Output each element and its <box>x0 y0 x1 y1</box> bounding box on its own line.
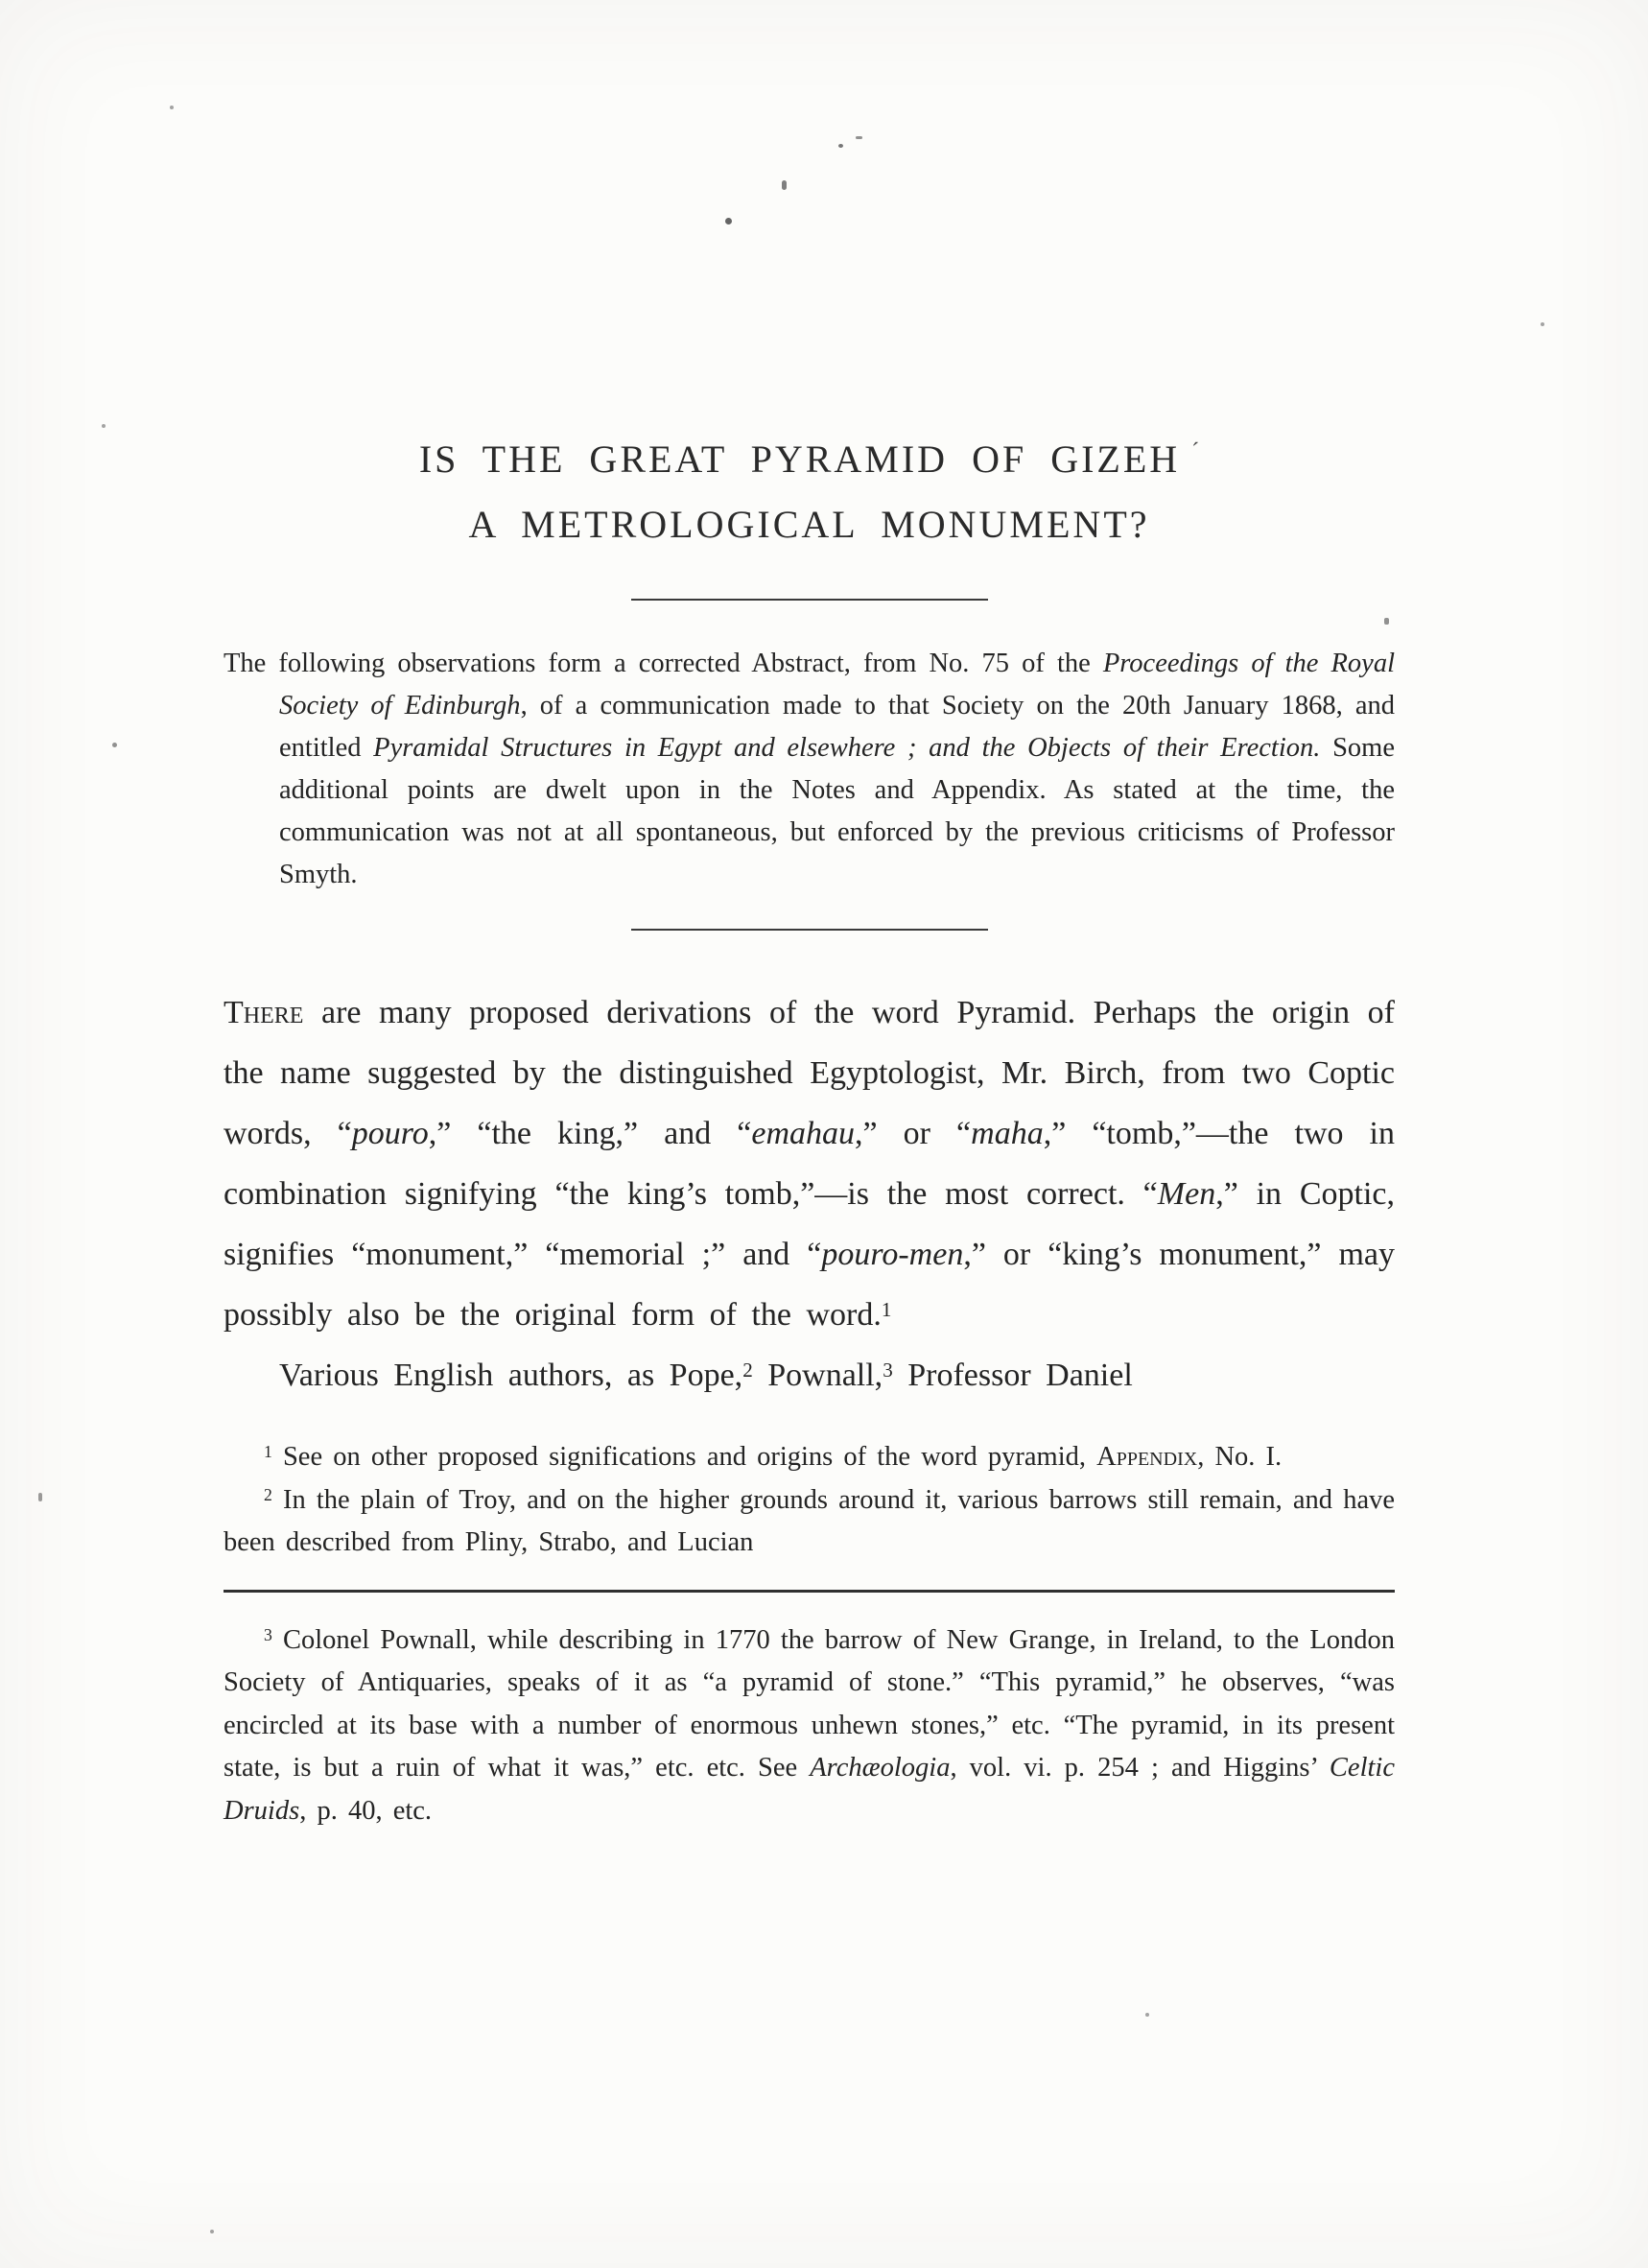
scan-speck <box>1541 322 1544 326</box>
scan-speck <box>210 2230 214 2233</box>
title-text-1: IS THE GREAT PYRAMID OF GIZEH <box>418 437 1181 481</box>
page-content <box>224 0 1395 1832</box>
footnote-2: $^2$ In the plain of Troy, and on the higher grounds around it, various barrows still remain, and have been described from Pliny, Strabo, and Lucian <box>224 1484 1395 1557</box>
footnote-separator-rule <box>224 1590 1395 1593</box>
body-paragraph-1: There are many proposed derivations of the word Pyramid. Perhaps the origin of the name suggested by the distinguished Egyptologist, Mr. Birch, from two Coptic words, “pouro,” “the king,” and “emahau,” or “maha,” “tomb,”—the two in combination signifying “the king’s tomb,”—is the most correct. “Men,” in Coptic, signifies “monument,” “memorial ;” and “pouro-men,” or “king’s monument,” may possibly also be the original form of the word.$^1$ <box>224 995 1395 1333</box>
title-line-1 <box>224 430 1395 495</box>
footnote-1: $^1$ See on other proposed significations and origins of the word pyramid, Appendix, No. I. <box>264 1442 1283 1472</box>
main-text <box>224 982 1395 1406</box>
scan-speck <box>1145 2013 1149 2017</box>
abstract-paragraph: The following observations form a corrected Abstract, from No. 75 of the Proceedings of the Royal Society of Edinburgh, of a communication made to that Society on the 20th January 1868, and entitled Pyramidal Structures in Egypt and elsewhere ; and the Objects of their Erection. Some additional points are dwelt upon in the Notes and Appendix. As stated at the time, the communication was not at all spontaneous, but enforced by the previous criticisms of Professor Smyth. <box>224 649 1395 889</box>
divider-bottom-rule <box>631 929 988 931</box>
title-line-2: A METROLOGICAL MONUMENT? <box>468 503 1150 546</box>
footnote-3: $^3$ Colonel Pownall, while describing in 1770 the barrow of New Grange, in Ireland, to the London Society of Antiquaries, speaks of it as “a pyramid of stone.” “This pyramid,” he observes, “was encircled at its base with a number of enormous unhewn stones,” etc. “The pyramid, in its present state, is but a ruin of what it was,” etc. etc. See Archæologia, vol. vi. p. 254 ; and Higgins’ Celtic Druids, p. 40, etc. <box>224 1624 1395 1826</box>
footnotes-section <box>224 1436 1395 1832</box>
scan-speck <box>112 743 117 747</box>
body-paragraph-2: Various English authors, as Pope,$^2$ Pownall,$^3$ Professor Daniel <box>279 1358 1133 1393</box>
divider-top-rule <box>631 599 988 601</box>
scan-speck <box>102 424 106 428</box>
scan-speck <box>170 106 174 109</box>
page-title <box>224 430 1395 555</box>
scan-speck <box>38 1493 42 1501</box>
scan-mark-apostrophe: ´ <box>1191 439 1200 464</box>
